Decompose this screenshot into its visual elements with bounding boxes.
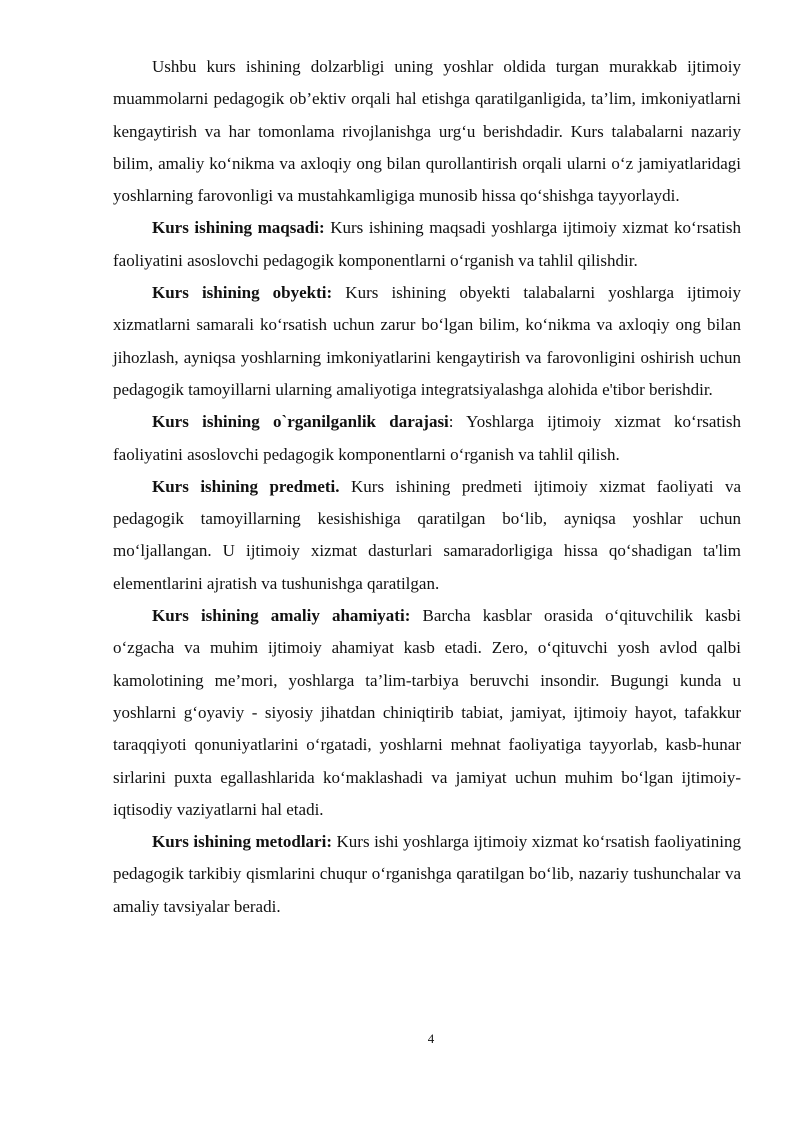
paragraph-heading: Kurs ishining obyekti: — [152, 283, 333, 303]
paragraph-text: Kurs ishi yoshlarga ijtimoiy xizmat ko‘rsatish faoliyatining pedagogik tarkibiy qismlarini chuqur o‘rganishga qaratilgan bo‘lib, nazariy tushunchalar va amaliy tavsiyalar beradi. — [113, 832, 741, 916]
paragraph-study-level — [113, 406, 741, 471]
paragraph-methods — [113, 826, 741, 923]
paragraph-purpose — [113, 212, 741, 277]
paragraph-text: Kurs ishining obyekti talabalarni yoshlarga ijtimoiy xizmatlarni samarali ko‘rsatish uchun zarur bo‘lgan bilim, ko‘nikma va axloqiy ong bilan jihozlash, ayniqsa yoshlarning imkoniyatlarini kengaytirish va farovonligini oshirish uchun pedagogik tamoyillarni ularning amaliyotiga integratsiyalashga alohida e'tibor berishdir. — [113, 283, 741, 399]
paragraph-heading: Kurs ishining amaliy ahamiyati: — [152, 606, 411, 626]
paragraph-text: Kurs ishining maqsadi yoshlarga ijtimoiy xizmat ko‘rsatish faoliyatini asoslovchi pedagogik komponentlarni o‘rganish va tahlil qilishdir. — [113, 218, 742, 270]
paragraph-heading: Kurs ishining predmeti. — [152, 476, 340, 496]
page-number: 4 — [427, 1031, 435, 1046]
paragraph-heading: Kurs ishining maqsadi: — [152, 218, 325, 238]
paragraph-text: Barcha kasblar orasida o‘qituvchilik kasbi o‘zgacha va muhim ijtimoiy ahamiyat kasb etadi. Zero, o‘qituvchi yosh avlod qalbi kamolotining me’mori, yoshlarga ta’lim-tarbiya beruvchi insondir. Bugungi kunda u yoshlarni g‘oyaviy - siyosiy jihatdan chiniqtirib tabiat, jamiyat, ijtimoiy hayot, tafakkur taraqqiyoti qonuniyatlarini o‘rgatadi, yoshlarni mehnat faoliyatiga tayyorlab, kasb-hunar sirlarini puxta egallashlarida ko‘maklashadi va jamiyat uchun muhim bo‘lgan ijtimoiy-iqtisodiy vaziyatlarni hal etadi. — [113, 606, 741, 819]
paragraph-relevance — [113, 51, 741, 212]
paragraph-subject — [113, 471, 741, 600]
paragraph-text: Ushbu kurs ishining dolzarbligi uning yoshlar oldida turgan murakkab ijtimoiy muammolarni pedagogik ob’ektiv orqali hal etishga qaratilganligida, ta’lim, imkoniyatlarni kengaytirish va har tomonlama rivojlanishga urg‘u berishdadir. Kurs talabalarni nazariy bilim, amaliy ko‘nikma va axloqiy ong bilan qurollantirish orqali ularni o‘z jamiyatlaridagi yoshlarning farovonligi va mustahkamligiga munosib hissa qo‘shishga tayyorlaydi. — [113, 57, 741, 206]
paragraph-object — [113, 277, 741, 406]
paragraph-practical-significance — [113, 600, 741, 826]
page-body — [113, 51, 741, 923]
paragraph-text: Kurs ishining predmeti ijtimoiy xizmat faoliyati va pedagogik tamoyillarning kesishishiga qaratilgan bo‘lib, ayniqsa yoshlar uchun mo‘ljallangan. U ijtimoiy xizmat dasturlari samaradorligiga hissa qo‘shadigan ta'lim elementlarini ajratish va tushunishga qaratilgan. — [113, 476, 741, 593]
paragraph-text: : Yoshlarga ijtimoiy xizmat ko‘rsatish faoliyatini asoslovchi pedagogik komponentlarni o‘rganish va tahlil qilish. — [113, 412, 741, 464]
paragraph-heading: Kurs ishining o`rganilganlik darajasi — [152, 412, 449, 432]
paragraph-heading: Kurs ishining metodlari: — [152, 832, 332, 852]
